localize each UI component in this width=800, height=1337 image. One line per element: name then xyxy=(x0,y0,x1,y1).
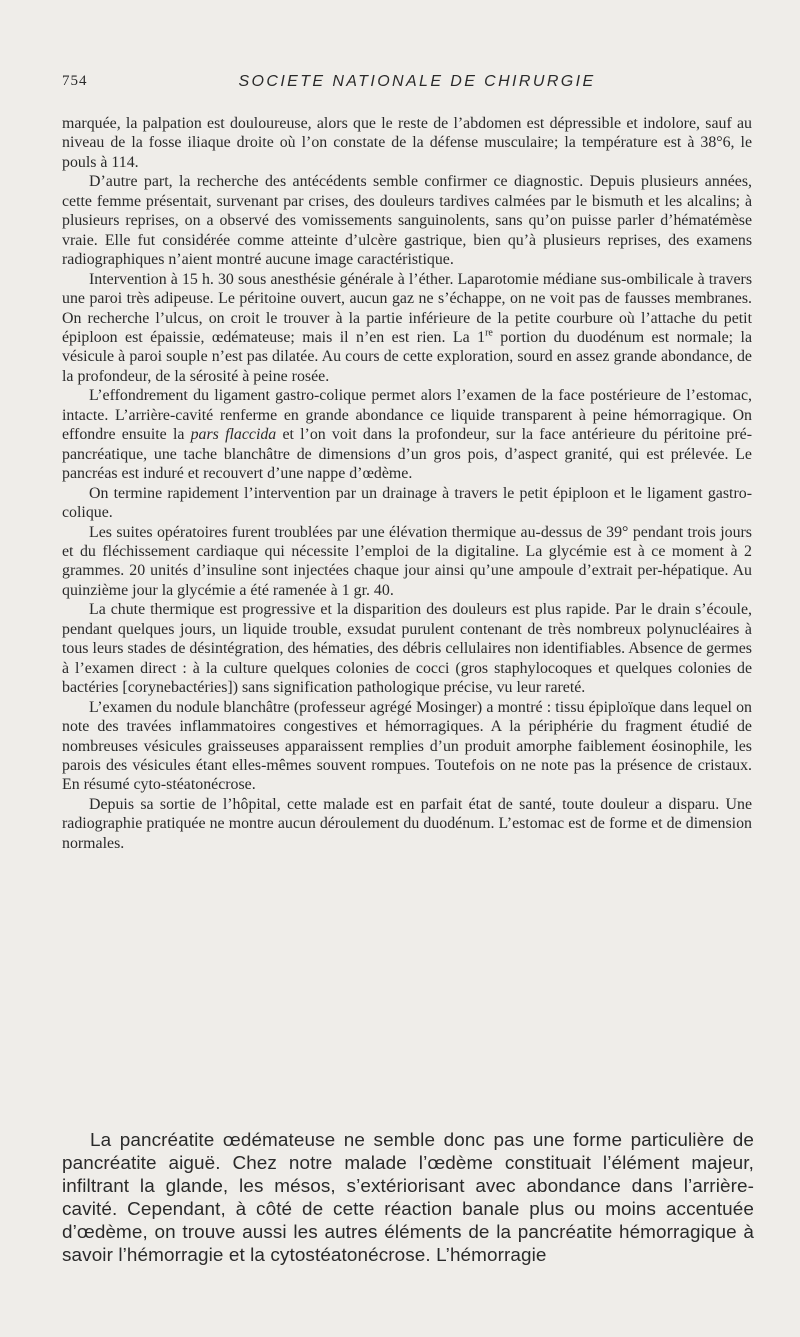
paragraph-2: D’autre part, la recherche des antécédents semble confirmer ce diagnostic. Depuis plusieurs années, cette femme présentait, survenant par crises, des douleurs tardives calmées par le bismuth et les alcalins; à plusieurs reprises, on a observé des vomissements sanguinolents, sans qu’on puisse parler d’hématémèse vraie. Elle fut considérée comme atteinte d’ulcère gastrique, bien qu’à plusieurs reprises, des examens radiographiques n’aient montré aucune image caractéristique. xyxy=(62,173,752,269)
paragraph-3 xyxy=(62,270,752,387)
paragraph-1: marquée, la palpation est douloureuse, alors que le reste de l’abdomen est dépressible et indolore, sauf au niveau de la fosse iliaque droite où l’on constate de la défense musculaire; la température est à 38°6, le pouls à 114. xyxy=(62,115,752,171)
paragraph-4-text-b: et l’on voit dans la profondeur, sur la face antérieure du péritoine pré-pancréatique, une tache blanchâtre de dimensions d’un gros pois, d’aspect granité, qui est prélevée. Le pancréas est induré et recouvert d’une nappe d’œdème. xyxy=(62,426,752,483)
paragraph-4 xyxy=(62,386,752,483)
paragraph-8: L’examen du nodule blanchâtre (professeur agrégé Mosinger) a montré : tissu épiploïque dans lequel on note des travées inflammatoires congestives et hémorragiques. A la périphérie du fragment étudié de nombreuses vésicules graisseuses apparaissent remplies d’un produit amorphe faiblement éosinophile, les parois des vésicules étant elles-mêmes souvent rompues. Toutefois on ne note pas la présence de cristaux. En résumé cyto-stéatonécrose. xyxy=(62,698,752,794)
ordinal-superscript: re xyxy=(485,327,493,339)
paragraph-3-text-b: portion du duodénum est normale; la vésicule à paroi souple n’est pas dilatée. Au cours de cette exploration, sourd en assez grande abondance, de la profondeur, de la sérosité à peine rosée. xyxy=(62,328,752,385)
running-head: SOCIETE NATIONALE DE CHIRURGIE xyxy=(238,73,596,90)
page-number: 754 xyxy=(62,73,88,89)
paragraph-3-text-a: Intervention à 15 h. 30 sous anesthésie générale à l’éther. Laparotomie médiane sus-ombilicale à travers une paroi très adipeuse. Le péritoine ouvert, aucun gaz ne s’échappe, on ne voit pas de fausses membranes. On recherche l’ulcus, on croit le trouver à la partie inférieure de la petite courbure où l’attache du petit épiploon est épaissie, œdémateuse; mais il n’en est rien. La 1 xyxy=(62,270,752,346)
paragraph-9: Depuis sa sortie de l’hôpital, cette malade est en parfait état de santé, toute douleur a disparu. Une radiographie pratiquée ne montre aucun déroulement du duodénum. L’estomac est de forme et de dimension normales. xyxy=(62,795,752,852)
conclusion-paragraph: La pancréatite œdémateuse ne semble donc pas une forme particulière de pancréatite aiguë. Chez notre malade l’œdème constituait l’élément majeur, infiltrant la glande, les mésos, s’extériorisant avec abondance dans l’arrière-cavité. Cependant, à côté de cette réaction banale plus ou moins accentuée d’œdème, on trouve aussi les autres éléments de la pancréatite hémorragique à savoir l’hémorragie et la cytostéatonécrose. L’hémorragie xyxy=(62,1130,754,1266)
page-header xyxy=(62,73,752,95)
latin-term: pars flaccida xyxy=(190,426,277,444)
paragraph-4-text-a: L’effondrement du ligament gastro-colique permet alors l’examen de la face postérieure de l’estomac, intacte. L’arrière-cavité renferme en grande abondance ce liquide transparent à peine hémorragique. On effondre ensuite la xyxy=(62,387,752,444)
paragraph-5: On termine rapidement l’intervention par un drainage à travers le petit épiploon et le ligament gastro-colique. xyxy=(62,484,752,522)
paragraph-6: Les suites opératoires furent troublées par une élévation thermique au-dessus de 39° pendant trois jours et du fléchissement cardiaque qui nécessite l’emploi de la digitaline. La glycémie est à ce moment à 2 grammes. 20 unités d’insuline sont injectées chaque jour ainsi qu’une ampoule d’extrait per-hépatique. Au quinzième jour la glycémie a été ramenée à 1 gr. 40. xyxy=(62,523,752,599)
conclusion-section xyxy=(62,1130,754,1267)
paragraph-7: La chute thermique est progressive et la disparition des douleurs est plus rapide. Par le drain s’écoule, pendant quelques jours, un liquide trouble, exsudat purulent contenant de très nombreux polynucléaires à tous leurs stades de désintégration, des hématies, des débris cellulaires non identifiables. Absence de germes à l’examen direct : à la culture quelques colonies de cocci (gros staphylocoques et quelques colonies de bactéries [corynebactéries]) sans signification pathologique précise, vu leur rareté. xyxy=(62,601,752,697)
body-text xyxy=(62,114,752,853)
